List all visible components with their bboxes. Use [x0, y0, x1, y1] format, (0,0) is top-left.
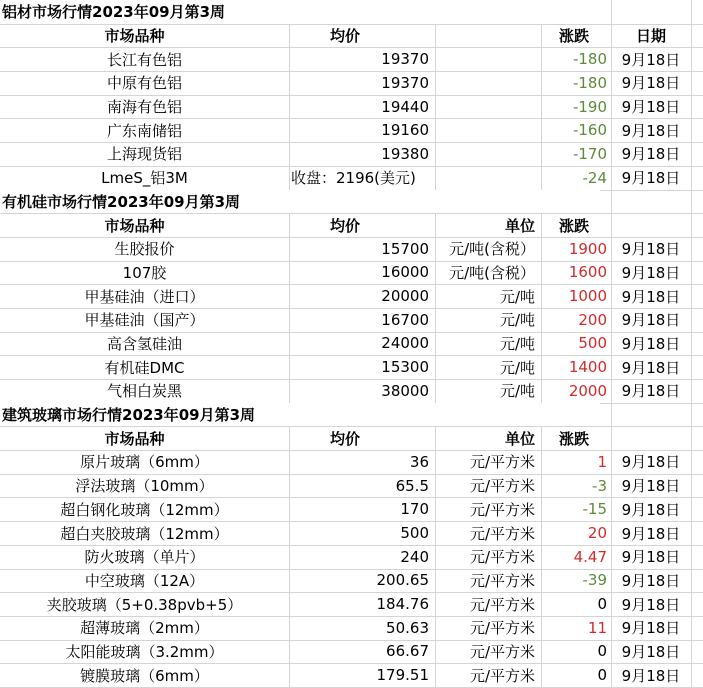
- cell-date[interactable]: 9月18日: [621, 74, 681, 93]
- cell-date[interactable]: 9月18日: [621, 500, 681, 519]
- cell-unit[interactable]: 元/平方米: [469, 666, 535, 685]
- cell-change[interactable]: 0: [597, 666, 607, 685]
- header-change[interactable]: 涨跌: [559, 429, 590, 448]
- cell-unit[interactable]: 元/平方米: [469, 477, 535, 496]
- cell-avg-price[interactable]: 184.76: [376, 595, 429, 614]
- header-date[interactable]: [611, 426, 691, 450]
- cell-product[interactable]: 有机硅DMC: [104, 358, 185, 377]
- cell-product[interactable]: 超白夹胶玻璃（12mm）: [60, 524, 229, 543]
- cell-change[interactable]: -24: [582, 168, 607, 187]
- cell-change[interactable]: 2000: [568, 381, 607, 400]
- header-change[interactable]: 涨跌: [559, 27, 590, 46]
- cell-unit[interactable]: 元/平方米: [469, 619, 535, 638]
- cell-avg-price[interactable]: 16700: [381, 310, 429, 329]
- cell-date[interactable]: 9月18日: [621, 334, 681, 353]
- cell-date[interactable]: 9月18日: [621, 98, 681, 117]
- cell-avg-price[interactable]: 15700: [381, 239, 429, 258]
- cell-avg-price[interactable]: 19370: [381, 50, 429, 69]
- cell-change[interactable]: -15: [582, 500, 607, 519]
- cell-date[interactable]: 9月18日: [621, 642, 681, 661]
- cell-product[interactable]: 防火玻璃（单片）: [84, 548, 205, 567]
- cell-product[interactable]: LmeS_铝3M: [101, 169, 188, 188]
- cell-avg-price[interactable]: 170: [400, 500, 429, 519]
- header-avg-price[interactable]: 均价: [329, 27, 360, 46]
- cell-date[interactable]: 9月18日: [621, 145, 681, 164]
- header-unit[interactable]: 单位: [504, 216, 535, 235]
- cell-unit[interactable]: 元/吨: [499, 287, 535, 306]
- header-product[interactable]: 市场品种: [104, 27, 165, 46]
- cell-avg-price[interactable]: 19160: [381, 121, 429, 140]
- cell-change[interactable]: 0: [597, 595, 607, 614]
- cell-change[interactable]: 500: [578, 334, 607, 353]
- cell-change[interactable]: 4.47: [573, 547, 607, 566]
- cell-product[interactable]: 浮法玻璃（10mm）: [75, 477, 214, 496]
- table-row: [0, 663, 703, 687]
- header-product[interactable]: 市场品种: [104, 429, 165, 448]
- table-row: [0, 118, 703, 142]
- cell-unit[interactable]: 元/平方米: [469, 548, 535, 567]
- table-row: [0, 95, 703, 119]
- cell-date[interactable]: 9月18日: [621, 240, 681, 259]
- cell-product[interactable]: 超白钢化玻璃（12mm）: [60, 500, 229, 519]
- cell-change[interactable]: 1900: [568, 239, 607, 258]
- cell-product[interactable]: 南海有色铝: [106, 98, 182, 117]
- table-row: [0, 308, 703, 332]
- cell-unit[interactable]: 元/吨: [499, 311, 535, 330]
- cell-change[interactable]: -160: [572, 121, 607, 140]
- cell-product[interactable]: 原片玻璃（6mm）: [80, 453, 209, 472]
- cell-unit[interactable]: 元/吨: [499, 382, 535, 401]
- cell-product[interactable]: 中原有色铝: [106, 74, 182, 93]
- cell-unit[interactable]: 元/平方米: [469, 500, 535, 519]
- cell-avg-price[interactable]: 收盘：2196(美元): [291, 169, 416, 188]
- cell-avg-price[interactable]: 240: [400, 547, 429, 566]
- cell-change[interactable]: 0: [597, 642, 607, 661]
- cell-product[interactable]: 夹胶玻璃（5+0.38pvb+5）: [46, 595, 243, 614]
- section-title-row: [0, 403, 703, 427]
- cell-date[interactable]: 9月18日: [621, 548, 681, 567]
- header-date[interactable]: 日期: [635, 27, 666, 46]
- cell-change[interactable]: -170: [572, 144, 607, 163]
- table-row: [0, 474, 703, 498]
- cell-change[interactable]: 11: [587, 618, 607, 637]
- table-row: [0, 332, 703, 356]
- table-row: [0, 379, 703, 403]
- cell-change[interactable]: -190: [572, 97, 607, 116]
- cell-date[interactable]: 9月18日: [621, 121, 681, 140]
- cell-date[interactable]: 9月18日: [621, 382, 681, 401]
- header-avg-price[interactable]: 均价: [329, 216, 360, 235]
- header-product[interactable]: 市场品种: [104, 216, 165, 235]
- cell-product[interactable]: 广东南储铝: [106, 121, 182, 140]
- table-row: [0, 142, 703, 166]
- cell-unit[interactable]: 元/平方米: [469, 571, 535, 590]
- cell-avg-price[interactable]: 200.65: [376, 571, 429, 590]
- cell-avg-price[interactable]: 15300: [381, 358, 429, 377]
- cell-product[interactable]: 长江有色铝: [106, 50, 182, 69]
- cell-product[interactable]: 太阳能玻璃（3.2mm）: [65, 642, 224, 661]
- cell-product[interactable]: 107胶: [122, 263, 167, 282]
- cell-avg-price[interactable]: 179.51: [376, 666, 429, 685]
- header-row: [0, 24, 703, 48]
- cell-change[interactable]: 1: [597, 452, 607, 471]
- cell-avg-price[interactable]: 36: [409, 452, 429, 471]
- cell-date[interactable]: 9月18日: [621, 524, 681, 543]
- cell-change[interactable]: 1400: [568, 358, 607, 377]
- cell-product[interactable]: 上海现货铝: [106, 145, 182, 164]
- table-row: [0, 640, 703, 664]
- section-title[interactable]: 有机硅市场行情2023年09月第3周: [0, 190, 600, 214]
- header-unit[interactable]: [435, 24, 541, 48]
- cell-avg-price[interactable]: 500: [400, 524, 429, 543]
- table-row: [0, 284, 703, 308]
- cell-change[interactable]: -3: [592, 476, 607, 495]
- cell-date[interactable]: 9月18日: [621, 477, 681, 496]
- cell-change[interactable]: -180: [572, 50, 607, 69]
- cell-date[interactable]: 9月18日: [621, 358, 681, 377]
- cell-unit[interactable]: [435, 142, 541, 166]
- cell-unit[interactable]: 元/吨(含税）: [449, 240, 535, 259]
- cell-product[interactable]: 气相白炭黑: [106, 382, 182, 401]
- cell-date[interactable]: 9月18日: [621, 666, 681, 685]
- table-row: [0, 237, 703, 261]
- table-row: [0, 166, 703, 190]
- section-title-row: [0, 190, 703, 214]
- cell-avg-price[interactable]: 38000: [381, 381, 429, 400]
- cell-avg-price[interactable]: 65.5: [395, 476, 429, 495]
- cell-change[interactable]: -39: [582, 571, 607, 590]
- cell-unit[interactable]: [435, 47, 541, 71]
- cell-avg-price[interactable]: 16000: [381, 263, 429, 282]
- table-row: [0, 592, 703, 616]
- cell-product[interactable]: 甲基硅油（国产）: [84, 311, 205, 330]
- cell-avg-price[interactable]: 19370: [381, 73, 429, 92]
- cell-unit[interactable]: [435, 118, 541, 142]
- cell-avg-price[interactable]: 24000: [381, 334, 429, 353]
- cell-unit[interactable]: 元/平方米: [469, 595, 535, 614]
- table-row: [0, 261, 703, 285]
- cell-change[interactable]: 200: [578, 310, 607, 329]
- cell-product[interactable]: 镀膜玻璃（6mm）: [80, 666, 209, 685]
- cell-avg-price[interactable]: 20000: [381, 287, 429, 306]
- cell-avg-price[interactable]: 19380: [381, 144, 429, 163]
- header-change[interactable]: 涨跌: [559, 216, 590, 235]
- cell-change[interactable]: 1600: [568, 263, 607, 282]
- cell-change[interactable]: 1000: [568, 287, 607, 306]
- cell-date[interactable]: 9月18日: [621, 619, 681, 638]
- table-row: [0, 355, 703, 379]
- cell-date[interactable]: 9月18日: [621, 263, 681, 282]
- cell-unit[interactable]: 元/吨(含税）: [449, 263, 535, 282]
- cell-unit[interactable]: 元/吨: [499, 334, 535, 353]
- table-row: [0, 545, 703, 569]
- cell-product[interactable]: 中空玻璃（12A）: [84, 571, 205, 590]
- cell-unit[interactable]: [435, 71, 541, 95]
- cell-avg-price[interactable]: 19440: [381, 97, 429, 116]
- cell-date[interactable]: 9月18日: [621, 311, 681, 330]
- header-unit[interactable]: 单位: [504, 429, 535, 448]
- cell-unit[interactable]: 元/平方米: [469, 453, 535, 472]
- header-row: [0, 213, 703, 237]
- header-avg-price[interactable]: 均价: [329, 429, 360, 448]
- cell-product[interactable]: 甲基硅油（进口）: [84, 287, 205, 306]
- cell-date[interactable]: 9月18日: [621, 571, 681, 590]
- table-row: [0, 71, 703, 95]
- cell-unit[interactable]: 元/吨: [499, 358, 535, 377]
- cell-date[interactable]: 9月18日: [621, 169, 681, 188]
- cell-unit[interactable]: 元/平方米: [469, 642, 535, 661]
- header-row: [0, 426, 703, 450]
- cell-date[interactable]: 9月18日: [621, 595, 681, 614]
- cell-unit[interactable]: [435, 166, 541, 190]
- cell-avg-price[interactable]: 50.63: [386, 618, 429, 637]
- cell-unit[interactable]: 元/平方米: [469, 524, 535, 543]
- cell-change[interactable]: 20: [587, 524, 607, 543]
- cell-change[interactable]: -180: [572, 73, 607, 92]
- table-row: [0, 521, 703, 545]
- table-row: [0, 616, 703, 640]
- section-title[interactable]: 建筑玻璃市场行情2023年09月第3周: [0, 403, 600, 427]
- section-title-row: [0, 0, 703, 24]
- cell-unit[interactable]: [435, 95, 541, 119]
- cell-avg-price[interactable]: 66.67: [386, 642, 429, 661]
- table-row: [0, 497, 703, 521]
- cell-product[interactable]: 生胶报价: [114, 240, 175, 259]
- table-row: [0, 569, 703, 593]
- table-row: [0, 47, 703, 71]
- section-title[interactable]: 铝材市场行情2023年09月第3周: [0, 0, 600, 24]
- cell-product[interactable]: 高含氢硅油: [106, 334, 182, 353]
- cell-date[interactable]: 9月18日: [621, 50, 681, 69]
- table-row: [0, 450, 703, 474]
- cell-date[interactable]: 9月18日: [621, 287, 681, 306]
- cell-date[interactable]: 9月18日: [621, 453, 681, 472]
- cell-product[interactable]: 超薄玻璃（2mm）: [80, 619, 209, 638]
- header-date[interactable]: [611, 213, 691, 237]
